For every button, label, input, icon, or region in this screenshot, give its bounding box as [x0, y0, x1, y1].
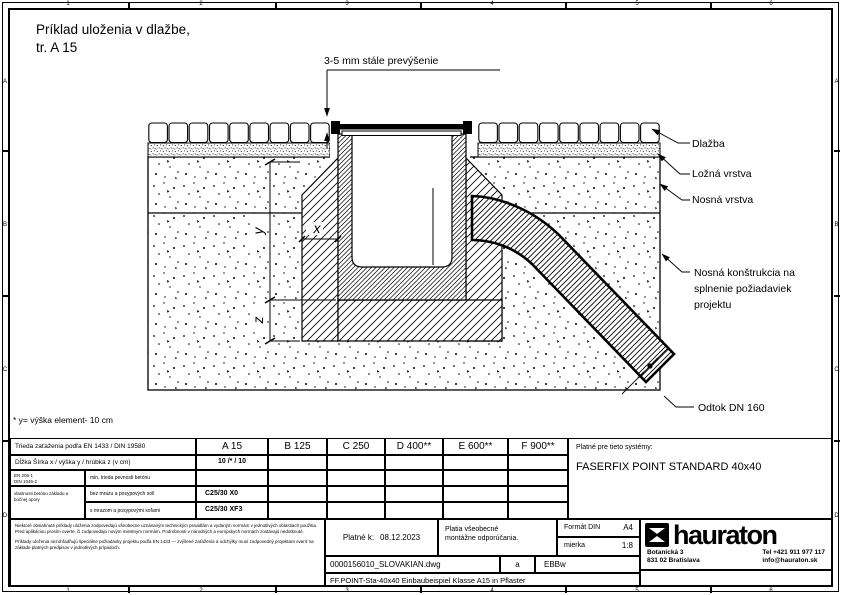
label-foundation-3: projektu — [694, 299, 732, 311]
table-cell-empty — [327, 486, 385, 502]
label-base: Nosná vrstva — [692, 194, 754, 206]
paving-block — [311, 123, 330, 143]
paving-block — [169, 123, 188, 143]
paving-block — [600, 123, 619, 143]
scale-value: 1:8 — [621, 541, 633, 551]
table-cell-empty — [385, 502, 443, 519]
label-foundation-1: Nosná konštrukcia na — [694, 267, 795, 279]
grate-rim-right — [463, 121, 472, 134]
table-cell-empty — [327, 502, 385, 519]
grid-label: 5 — [635, 1, 639, 7]
scale-label: mierka — [564, 542, 586, 550]
paving-block — [560, 123, 579, 143]
grid-label: C — [2, 367, 8, 373]
table-cell-empty — [508, 470, 568, 486]
format-value: A4 — [623, 522, 633, 532]
frame-tick — [128, 587, 130, 593]
filename-cell: 0000156010_SLOVAKIAN.dwg — [325, 556, 500, 573]
brand-cell — [640, 519, 832, 570]
note-cell — [438, 519, 557, 556]
format-cell — [557, 519, 640, 537]
table-cell-empty — [443, 502, 508, 519]
paving-block — [250, 123, 269, 143]
grid-label: B — [834, 222, 839, 228]
systems-cell — [568, 438, 832, 519]
table-cell-empty — [385, 486, 443, 502]
grid-label: A — [834, 79, 839, 85]
table-cell-empty — [443, 486, 508, 502]
leader-base — [660, 184, 690, 200]
grid-label: 5 — [635, 587, 639, 594]
paving-block — [290, 123, 309, 143]
label-outlet: Odtok DN 160 — [698, 402, 765, 414]
valid-date-cell — [325, 519, 438, 556]
note-line2: montážne odporúčania. — [445, 534, 519, 542]
callout-text: 3-5 mm stále prevýšenie — [324, 55, 439, 67]
table-cell-empty — [196, 470, 268, 486]
company-tel: Tel +421 911 977 117 — [762, 549, 825, 556]
class-e600: E 600** — [443, 438, 508, 455]
pipe-axis-dot — [647, 363, 652, 368]
paving-block — [230, 123, 249, 143]
no-frost-row-label: bez mrazu a posypových solí — [85, 486, 196, 502]
load-class-label-cell: Trieda zaťaženia podľa EN 1433 / DIN 19580 — [10, 438, 196, 455]
paving-block — [641, 123, 660, 143]
dim-label-x: x — [313, 220, 321, 236]
leader-bedding — [658, 154, 690, 174]
bedding-layer-right — [478, 143, 660, 157]
outlet-leader — [664, 396, 694, 407]
systems-label: Platné pre tieto systémy: — [576, 444, 653, 451]
grid-label: A — [2, 79, 8, 85]
dim-label-y: y — [250, 227, 266, 235]
grid-label: D — [834, 513, 839, 519]
systems-value: FASERFIX POINT STANDARD 40x40 — [576, 460, 762, 473]
disclaimer-p1: Niektoré obsiahnuté príklady uloženia zodpovedajú všeobecne uznávaným technickým pravidlám a vydaným normám v jednotlivých oblastiach použitia. Pred aplikáciou prosím overte, či zodpovedajú novým miestnym normám. Podrobnosti v národných a európskych normách zostávajú nedotknuté. — [15, 523, 318, 534]
label-bedding: Ložná vrstva — [692, 168, 752, 180]
dims-value-a15: 10 /* / 10 — [196, 455, 268, 470]
grid-label: 1 — [66, 1, 70, 7]
grid-label: D — [2, 513, 8, 519]
concrete-label-cell: vlastnosti betónu základu a bočnej opory — [10, 486, 85, 519]
grate-rim-left — [331, 121, 340, 134]
spec-row-label: min. trieda pevnosti betónu — [85, 470, 196, 486]
paving-block — [210, 123, 229, 143]
grid-label: 1 — [66, 587, 70, 594]
dim-label-z: z — [250, 316, 266, 324]
brand-name: hauraton — [673, 520, 777, 550]
label-foundation-2: splnenie požiadaviek — [694, 283, 792, 295]
table-cell-empty — [508, 486, 568, 502]
grid-label: 2 — [199, 587, 203, 594]
grid-label: 3 — [345, 587, 349, 594]
table-cell-empty — [268, 502, 327, 519]
paving-block — [270, 123, 289, 143]
table-cell-empty — [327, 470, 385, 486]
paving-block — [580, 123, 599, 143]
grid-label: 6 — [769, 587, 773, 594]
disclaimer-cell — [10, 519, 325, 587]
norm-cell — [10, 470, 85, 486]
note-line1: Platia všeobecné — [445, 526, 499, 533]
frost-row-label: s mrazom a posypovými soľami — [85, 502, 196, 519]
label-paving: Dlažba — [692, 138, 725, 150]
company-email: info@hauraton.sk — [762, 556, 818, 564]
table-cell-empty — [443, 455, 508, 470]
company-address-line1: Botanická 3 — [647, 549, 684, 556]
grid-label: 4 — [490, 587, 494, 594]
concrete-surround-bottom — [338, 300, 502, 341]
table-cell-empty — [385, 455, 443, 470]
paving-block — [620, 123, 639, 143]
norm-line1: EN 206-1 — [14, 473, 34, 478]
bedding-layer-left — [148, 143, 330, 157]
frame-tick — [710, 587, 712, 593]
grid-label: 4 — [490, 1, 494, 7]
grid-label: 2 — [199, 1, 203, 7]
table-cell-empty — [268, 486, 327, 502]
table-cell-empty — [508, 455, 568, 470]
concrete-value-xf3: C25/30 XF3 — [196, 502, 268, 519]
norm-line2: DIN 1045-2 — [14, 478, 38, 484]
dims-label-cell: Dĺžka Šírka x / výška y / hrúbka z (v cm) — [10, 455, 196, 470]
grid-label: 6 — [769, 1, 773, 7]
grid-label: 3 — [345, 1, 349, 7]
class-d400: D 400** — [385, 438, 443, 455]
concrete-value-x0: C25/30 X0 — [196, 486, 268, 502]
format-label: Formát DIN — [564, 523, 601, 531]
hauraton-logo-icon — [645, 523, 669, 547]
paving-block — [540, 123, 559, 143]
table-cell-empty — [268, 470, 327, 486]
paving-block — [499, 123, 518, 143]
paving-block — [149, 123, 168, 143]
doc-title-cell: FF.POINT-Sta-40x40 Einbaubeispiel Klasse A15 in Pflaster — [325, 573, 640, 587]
grate-top — [340, 124, 463, 130]
valid-label: Platné k: — [342, 533, 375, 542]
frame-tick — [275, 587, 277, 593]
paving-block — [479, 123, 498, 143]
grid-label: B — [2, 222, 8, 228]
grate-slot — [342, 131, 461, 136]
page-title-line1: Príklad uloženia v dlažbe, — [36, 22, 190, 37]
revision-cell: a — [500, 556, 535, 573]
frame-tick — [565, 587, 567, 593]
class-c250: C 250 — [327, 438, 385, 455]
table-cell-empty — [268, 455, 327, 470]
class-f900: F 900** — [508, 438, 568, 455]
table-cell-empty — [508, 502, 568, 519]
disclaimer-p2: Príklady uloženia nezohľadňujú špeciálne požiadavky projektu podľa EN 1433 — zvýšené zaťaženia a odchýlky musí zodpovedný projektant overiť na základe platných predpisov v jednotlivých prípadoch. — [15, 539, 314, 550]
frame-tick — [420, 587, 422, 593]
footnote: * y= výška element- 10 cm — [13, 415, 113, 425]
valid-date: 08.12.2023 — [380, 533, 421, 542]
author-cell: EBBw — [535, 556, 640, 573]
leader-foundation — [662, 254, 690, 272]
paving-block — [189, 123, 208, 143]
paving-block — [519, 123, 538, 143]
class-b125: B 125 — [268, 438, 327, 455]
class-a15: A 15 — [196, 438, 268, 455]
scale-cell — [557, 537, 640, 556]
table-cell-empty — [443, 470, 508, 486]
table-cell-empty — [640, 570, 832, 587]
page-title-line2: tr. A 15 — [36, 40, 78, 55]
company-address-line2: 831 02 Bratislava — [647, 556, 700, 564]
table-cell-empty — [327, 455, 385, 470]
grid-label: C — [834, 367, 839, 373]
table-cell-empty — [385, 470, 443, 486]
